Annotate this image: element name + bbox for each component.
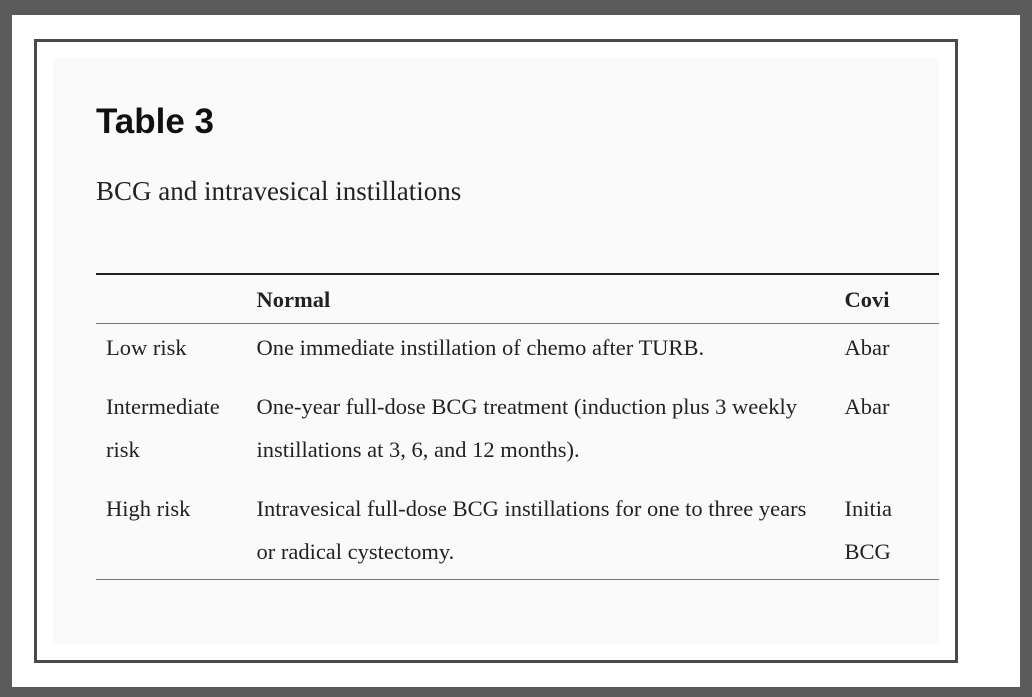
normal-cell: Intravesical full-dose BCG instillations for one to three years or radical cystectomy. bbox=[256, 496, 807, 564]
table-caption: BCG and intravesical instillations bbox=[96, 176, 462, 206]
covid-cell: Abar bbox=[844, 335, 890, 360]
document-frame bbox=[34, 39, 958, 663]
table-row bbox=[96, 477, 939, 580]
document-page bbox=[53, 58, 939, 644]
normal-cell: One-year full-dose BCG treatment (induction plus 3 weekly instillations at 3, 6, and 12 months). bbox=[256, 394, 797, 462]
header-cell-risk bbox=[96, 274, 246, 324]
table-row bbox=[96, 375, 939, 477]
risk-cell: Intermediate risk bbox=[106, 394, 220, 462]
table-container bbox=[96, 273, 939, 580]
risk-cell: High risk bbox=[106, 496, 191, 521]
data-table bbox=[96, 273, 939, 580]
viewer-window bbox=[12, 15, 1020, 687]
normal-cell: One immediate instillation of chemo after TURB. bbox=[256, 335, 705, 360]
table-row bbox=[96, 324, 939, 376]
table-header-row bbox=[96, 274, 939, 324]
table-title: Table 3 bbox=[96, 102, 215, 141]
header-cell-covid: Covi bbox=[844, 287, 890, 312]
covid-cell: Initia BCG bbox=[844, 496, 893, 564]
header-cell-normal: Normal bbox=[256, 287, 331, 312]
risk-cell: Low risk bbox=[106, 335, 187, 360]
covid-cell: Abar bbox=[844, 394, 890, 419]
